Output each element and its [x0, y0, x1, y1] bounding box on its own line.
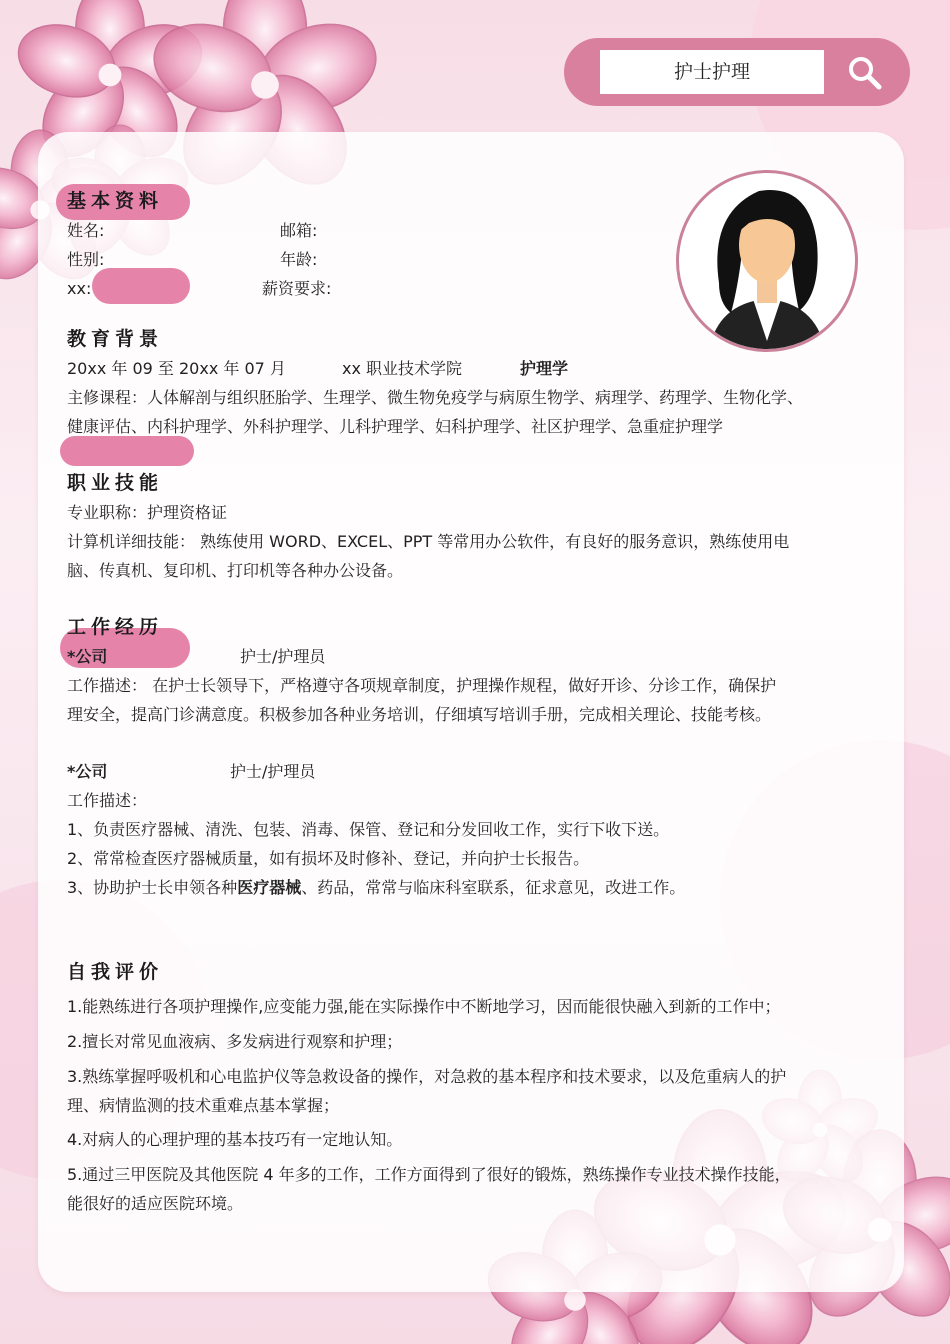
gender-label: 性别:: [67, 250, 105, 269]
section-work-title: 工作经历: [67, 616, 164, 638]
work-desc-line1: 工作描述： 在护士长领导下，严格遵守各项规章制度，护理操作规程，做好开诊、分诊工作，确保护: [67, 676, 777, 695]
self-eval-item: 1.能熟练进行各项护理操作,应变能力强,能在实际操作中不断地学习，因而能很快融入到新的工作中；: [67, 997, 781, 1016]
work-item: 2、常常检查医疗器械质量，如有损坏及时修补、登记，并向护士长报告。: [67, 849, 590, 868]
search-input[interactable]: 护士护理: [600, 50, 824, 94]
work-role: 护士/护理员: [240, 647, 326, 666]
section-basic-title: 基本资料: [67, 190, 164, 212]
self-eval-item: 能很好的适应医院环境。: [67, 1194, 244, 1213]
work-company: *公司: [67, 762, 108, 781]
work-item: [67, 878, 685, 898]
work-desc-line2: 理安全，提高门诊满意度。积极参加各种业务培训，仔细填写培训手册，完成相关理论、技能考核。: [67, 705, 772, 724]
age-label: 年龄:: [280, 250, 318, 269]
work-item: 1、负责医疗器械、清洗、包装、消毒、保管、登记和分发回收工作，实行下收下送。: [67, 820, 670, 839]
education-courses-line2: 健康评估、内科护理学、外科护理学、儿科护理学、妇科护理学、社区护理学、急重症护理学: [67, 417, 724, 436]
education-courses-line1: 主修课程：人体解剖与组织胚胎学、生理学、微生物免疫学与病原生物学、病理学、药理学、生物化学、: [67, 388, 804, 407]
skills-title-line: 专业职称：护理资格证: [67, 503, 228, 522]
work-role: 护士/护理员: [230, 762, 316, 781]
work-item-bold: 医疗器械: [237, 878, 302, 897]
self-eval-item: 理、病情监测的技术重难点基本掌握；: [67, 1096, 340, 1115]
education-school: xx 职业技术学院: [342, 359, 463, 378]
education-period: 20xx 年 09 至 20xx 年 07 月: [67, 359, 286, 378]
self-eval-item: 3.熟练掌握呼吸机和心电监护仪等急救设备的操作，对急救的基本程序和技术要求，以及危重病人的护: [67, 1067, 787, 1086]
salary-label: 薪资要求:: [262, 279, 332, 298]
self-eval-item: 4.对病人的心理护理的基本技巧有一定地认知。: [67, 1130, 403, 1149]
skills-computer-line1: 计算机详细技能： 熟练使用 WORD、EXCEL、PPT 等常用办公软件，有良好的服务意识，熟练使用电: [67, 532, 790, 551]
work-company: *公司: [67, 647, 108, 666]
skills-computer-line2: 脑、传真机、复印机、打印机等各种办公设备。: [67, 561, 404, 580]
section-self-eval-title: 自我评价: [67, 961, 164, 983]
self-eval-item: 5.通过三甲医院及其他医院 4 年多的工作，工作方面得到了很好的锻炼，熟练操作专业技术操作技能，: [67, 1165, 791, 1184]
section-education-title: 教育背景: [67, 328, 164, 350]
section-skills-title: 职业技能: [67, 472, 164, 494]
work-item-text: 、药品，常常与临床科室联系，征求意见，改进工作。: [301, 878, 686, 897]
education-major: 护理学: [520, 359, 569, 378]
self-eval-item: 2.擅长对常见血液病、多发病进行观察和护理；: [67, 1032, 403, 1051]
name-label: 姓名:: [67, 221, 105, 240]
xx-label: xx:: [67, 279, 92, 298]
work-item-text: 3、协助护士长申领各种: [67, 878, 238, 897]
email-label: 邮箱:: [280, 221, 318, 240]
work-desc-label: 工作描述：: [67, 791, 148, 810]
